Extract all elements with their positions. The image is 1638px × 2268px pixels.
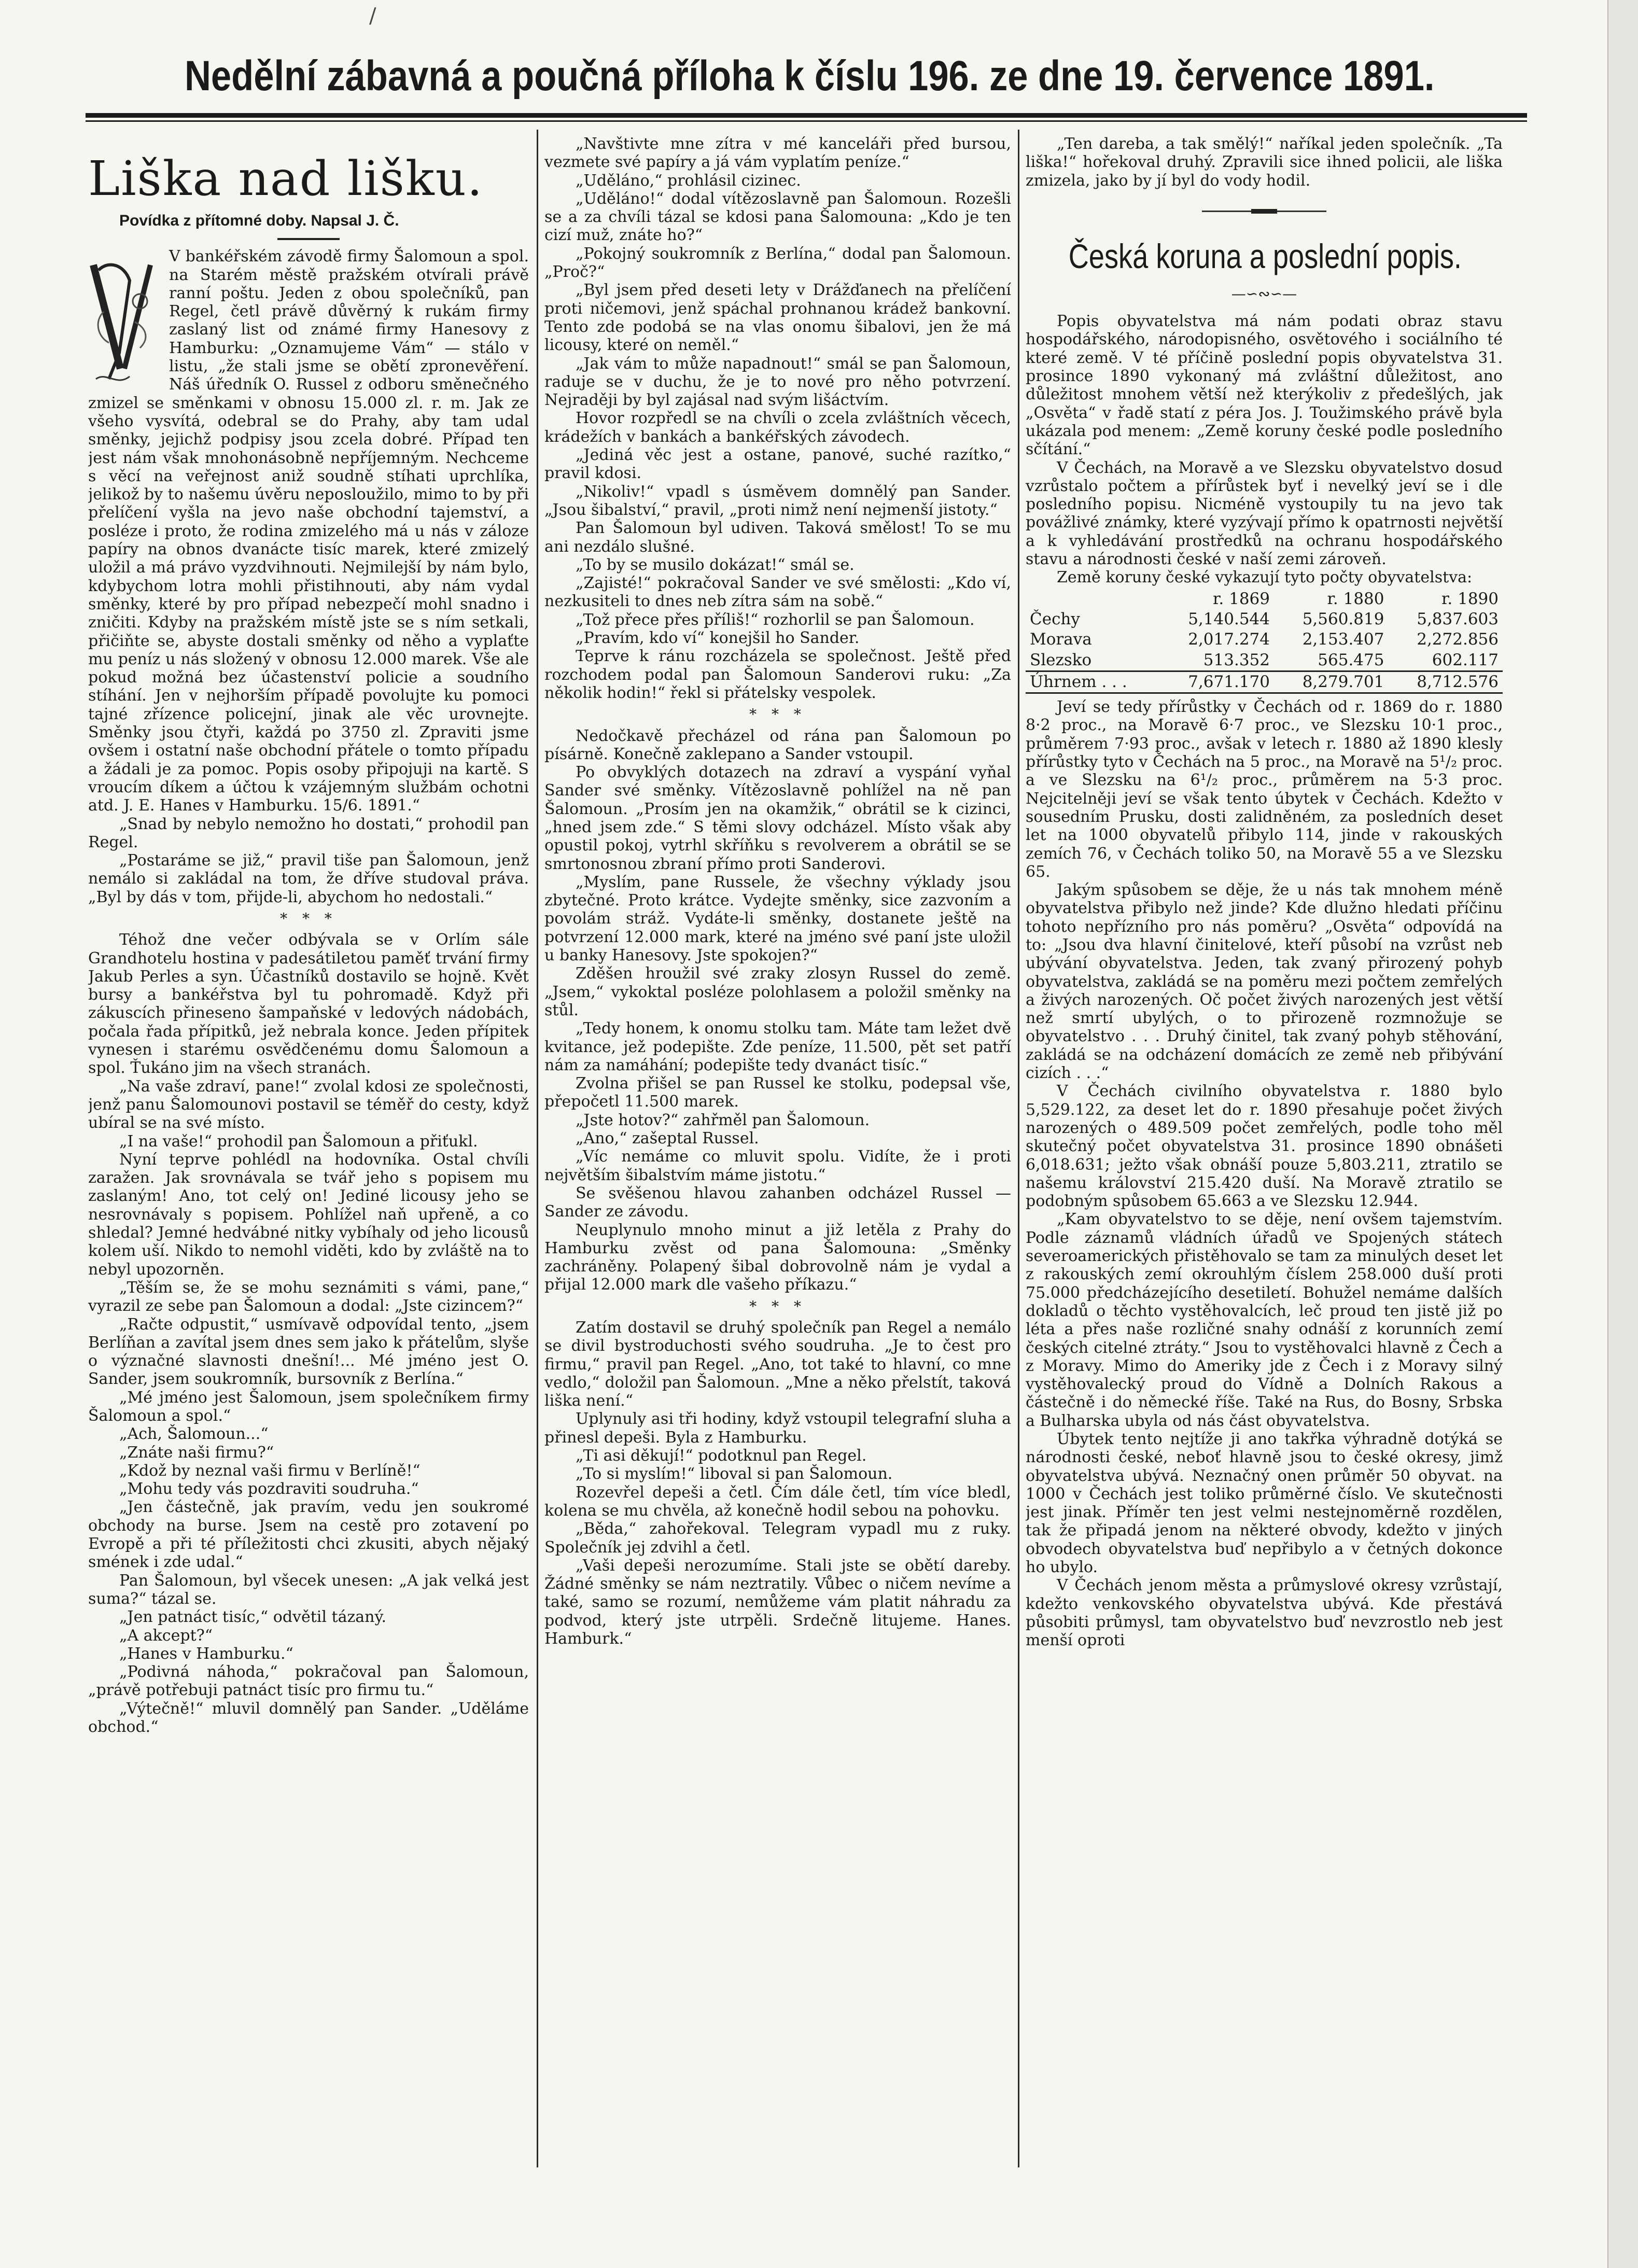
paragraph: „A akcept?“ xyxy=(119,1626,213,1645)
paragraph: „Jen částečně, jak pravím, vedu jen soukromé obchody na burse. Jsem na cestě pro zotavení po Evropě a při té příležitosti chci zkusiti, abych nějaký smének i zde udal.“ xyxy=(88,1498,529,1572)
table-header: r. 1880 xyxy=(1327,589,1384,608)
table-header: r. 1869 xyxy=(1212,589,1270,608)
paragraph: Teprve k ránu rozcházela se společnost. Ještě před rozchodem podal pan Šalomoun Sanderovi ruku: „Za několik hodin!“ řekl si přátelsky vespolek. xyxy=(544,647,1011,702)
paragraph: Úbytek tento nejtíže ji ano takřka výhradně dotýká se národnosti české, neboť hlavně jsou to české okresy, jimž obyvatelstva ubývá. Neznačný onen průměr 50 obyvat. na 1000 v Čechách jest toliko průměrné číslo. Ve skutečnosti jest jinak. Příměr ten jest velmi nestejnoměrně rozdělen, tak že připadá jenom na některé obvody, kdežto v jiných obvodech obyvatelstva buď nepřibylo a v četných dokonce ho ubylo. xyxy=(1026,1430,1503,1577)
table-cell: Úhrnem . . . xyxy=(1026,671,1160,693)
paragraph: Po obvyklých dotazech na zdraví a vyspání vyňal Sander své směnky. Vítězoslavně pohlížel na ně pan Šalomoun. „Prosím jen na okamžik,“ obrátil se k cizinci, „hned jsem zde.“ S těmi slovy odcházel. Místo však aby opustil pokoj, vytrhl skříňku s revolverem a obrátil se se smrtonosnou zbraní přímo proti Sanderovi. xyxy=(544,763,1011,873)
paragraph: „Postaráme se již,“ pravil tiše pan Šalomoun, jenž nemálo si zakládal na tom, že dříve studoval práva. „Byl by dás v tom, přijde-li, abychom ho nedostali.“ xyxy=(88,851,529,906)
paragraph: „Ano,“ zašeptal Russel. xyxy=(576,1129,759,1148)
paragraph: Země koruny české vykazují tyto počty obyvatelstva: xyxy=(1057,568,1473,587)
section-stars: * * * xyxy=(749,1297,806,1315)
section-divider xyxy=(1202,211,1326,212)
paragraph: „Navštivte mne zítra v mé kanceláři před bursou, vezmete své papíry a já vám vyplatím peníze.“ xyxy=(544,135,1011,172)
story-subtitle: Povídka z přítomné doby. Napsal J. Č. xyxy=(119,212,399,229)
paragraph: „Pokojný soukromník z Berlína,“ dodal pan Šalomoun. „Proč?“ xyxy=(544,244,1011,282)
paragraph: Zvolna přišel se pan Russel ke stolku, podepsal vše, přepočetl 11.500 marek. xyxy=(544,1074,1011,1111)
table-cell: 5,837.603 xyxy=(1417,609,1499,628)
paragraph: „Znáte naši firmu?“ xyxy=(119,1443,274,1462)
paragraph: „Kdož by neznal vaši firmu v Berlíně!“ xyxy=(119,1461,421,1480)
paragraph: Nedočkavě přecházel od rána pan Šalomoun po písárně. Konečně zaklepano a Sander vstoupil. xyxy=(544,726,1011,763)
table-cell: 5,140.544 xyxy=(1188,609,1270,628)
divider xyxy=(277,238,340,240)
paragraph: „Snad by nebylo nemožno ho dostati,“ prohodil pan Regel. xyxy=(88,815,529,851)
paragraph: „Zajisté!“ pokračoval Sander ve své smělosti: „Kdo ví, nezkusiteli to dnes neb zítra sám na sobě.“ xyxy=(544,574,1011,611)
paragraph: „Tož přece přes příliš!“ rozhorlil se pan Šalomoun. xyxy=(576,610,975,629)
paragraph: Jeví se tedy přírůstky v Čechách od r. 1869 do r. 1880 8·2 proc., na Moravě 6·7 proc., ve Slezsku 10·1 proc., průměrem 7·93 proc., avšak v letech r. 1880 až 1890 klesly přírůstky tyto v Čechách na 5 proc., na Moravě na 5¹/₂ proc. a ve Slezsku na 6¹/₂ proc., průměrem na 5·3 proc. Nejcitelněji jeví se však tento úbytek v Čechách. Kdežto v sousedním Prusku, dosti zalidněném, za posledních deset let na 1000 obyvatelů přibylo 114, jinde v rakouských zemích 76, v Čechách toliko 50, na Moravě 55 a ve Slezsku 65. xyxy=(1026,698,1503,881)
paragraph: „Ten dareba, a tak smělý!“ naříkal jeden společník. „Ta liška!“ hořekoval druhý. Zpravili sice ihned policii, ale liška zmizela, jako by jí byl do vody hodil. xyxy=(1026,135,1503,190)
page-mark: / xyxy=(369,4,376,28)
paragraph: „Tedy honem, k onomu stolku tam. Máte tam ležet dvě kvitance, jež podepište. Zde peníze, 11.500, pět set patří nám za namáhání; podepište tedy dvanáct tisíc.“ xyxy=(544,1019,1011,1074)
table-header: r. 1890 xyxy=(1441,589,1499,608)
paragraph: „Uděláno,“ prohlásil cizinec. xyxy=(576,171,801,190)
paragraph: Neuplynulo mnoho minut a již letěla z Prahy do Hamburku zvěst od pana Šalomouna: „Směnky zachráněny. Polapený šibal dobrovolně nám je vydal a přijal 12.000 mark dle vašeho příkazu.“ xyxy=(544,1221,1011,1294)
paragraph: „Jak vám to může napadnout!“ smál se pan Šalomoun, raduje se v duchu, že je to nové pro něho potvrzení. Nejraději by byl zajásal nad svým lišáctvím. xyxy=(544,354,1011,410)
table-cell: 8,712.576 xyxy=(1388,671,1503,693)
column-2 xyxy=(544,135,1011,2240)
section-stars: * * * xyxy=(280,909,337,927)
paragraph: „Jen patnáct tisíc,“ odvětil tázaný. xyxy=(119,1608,386,1627)
paragraph: V bankéřském závodě firmy Šalomoun a spol. na Starém městě pražském otvírali právě ranní poštu. Jeden z obou společníků, pan Regel, četl právě důvěrný k rukám firmy zaslaný list od známé firmy Hanesovy z Hamburku: „Oznamujeme Vám“ — stálo v listu, „že stali jsme se obětí zpronevěření. Náš úředník O. Russel z odboru směnečného zmizel se směnkami v obnosu 15.000 zl. r. m. Jak ze všeho vysvítá, odebral se do Prahy, aby tam udal směnky, jejichž podpisy jsou zcela dobré. Případ ten jest nám však mnohonásobně nepříjemným. Nechceme s věcí na veřejnost aniž soudně stíhati uprchlíka, jelikož by to našemu úvěru neposloužilo, mimo to by při přelíčení vyšla na jevo naše obchodní tajemství, a posléze i proto, že rodina zmizelého má u nás v záloze papíry na obnos dvanácte tisíc marek, které zmizelý uložil a má právo vyzdvihnouti. Nejmilejší by nám bylo, kdybychom lotra mohli přistihnouti, aby nám vydal směnky, které by pro případ nebezpečí mohl snadno i zničiti. Kdyby na pražském místě jste se s ním setkali, přičiňte se, abyste dostali směnky od něho a vyplaťte mu peníz u nás složený v obnosu 12.000 marek. Vše ale pokud možná bez účastenství policie a soudního stíhání. Jen v nejhorším případě povolujte ku pomoci tajné zřízence policejní, jinak ale věc urovnejte. Směnky jsou čtyři, každá po 3750 zl. Zpraviti jsme ovšem i ostatní naše obchodní přátele o tomto případu a žádali je za pomoc. Popis osoby připojuji na kartě. S vroucím díkem a účtou k vzájemným službám ochotni atd. J. E. Hanes v Hamburku. 15/6. 1891.“ xyxy=(88,247,529,815)
paragraph: „Jediná věc jest a ostane, panové, suché razítko,“ pravil kdosi. xyxy=(544,446,1011,483)
paragraph: „I na vaše!“ prohodil pan Šalomoun a přiťukl. xyxy=(119,1132,478,1151)
paragraph: Zatím dostavil se druhý společník pan Regel a nemálo se divil bystroduchosti svého soudruha. „Je to čest pro firmu,“ pravil pan Regel. „Ano, tot také to hlavní, co mne vedlo,“ doložil pan Šalomoun. „Mne a něko přelstít, taková liška není.“ xyxy=(544,1319,1011,1410)
paragraph: Pan Šalomoun byl udiven. Taková smělost! To se mu ani nezdálo slušné. xyxy=(544,519,1011,556)
paragraph: „Ach, Šalomoun...“ xyxy=(119,1425,269,1444)
table-cell: 2,272.856 xyxy=(1417,630,1499,649)
table-cell: 5,560.819 xyxy=(1302,609,1384,628)
paragraph: Pan Šalomoun, byl všecek unesen: „A jak velká jest suma?“ tázal se. xyxy=(88,1571,529,1608)
section-stars: * * * xyxy=(749,706,806,723)
paragraph: „Pravím, kdo ví“ konejšil ho Sander. xyxy=(576,629,860,648)
page-edge xyxy=(1607,0,1638,2268)
paragraph: „Víc nemáme co mluvit spolu. Vidíte, že i proti největším šibalstvím máme jistotu.“ xyxy=(544,1147,1011,1184)
paragraph: Rozevřel depeši a četl. Čím dále četl, tím více bledl, kolena se mu chvěla, až konečně hodil sebou na pohovku. xyxy=(544,1483,1011,1520)
paragraph: Hovor rozpředl se na chvíli o zcela zvláštních věcech, krádežích v bankách a bankéřských závodech. xyxy=(544,409,1011,446)
paragraph: „Hanes v Hamburku.“ xyxy=(119,1644,293,1663)
paragraph: „To by se musilo dokázat!“ smál se. xyxy=(576,555,855,574)
column-3 xyxy=(1026,135,1503,2240)
population-table xyxy=(1026,589,1503,694)
table-row xyxy=(1026,650,1503,671)
table-cell: Slezsko xyxy=(1030,650,1092,669)
paragraph: V Čechách, na Moravě a ve Slezsku obyvatelstvo dosud vzrůstalo počtem a přírůstek byť i nevelký jeví se i dle posledního popisu. Nicméně vystoupily tu na jevo tak povážlivé známky, které vyzývají přímo k opatrnosti největší a k vyhledávání prostředků na ochranu hospodářského stavu a národnosti české v naší zemi zároveň. xyxy=(1026,458,1503,569)
paragraph: Popis obyvatelstva má nám podati obraz stavu hospodářského, národopisného, osvětového i sociálního té které země. V té příčině poslední popis obyvatelstva 31. prosince 1890 vykonaný má zvláštní důležitost, ano důležitost mnohem větší než kterýkoliv z předešlých, jak „Osvěta“ v řadě statí z péra Jos. J. Toužimského právě byla ukázala pod menem: „Země koruny české podle posledního sčítání.“ xyxy=(1026,312,1503,459)
masthead-rule xyxy=(86,113,1527,118)
paragraph: „Vaši depeši nerozumíme. Stali jste se obětí dareby. Žádné směnky se nám neztratily. Vůbec o ničem nevíme a také, samo se rozumí, nemůžeme vám platit náhradu za podvod, který jste utrpěli. Srdečně litujeme. Hanes. Hamburk.“ xyxy=(544,1556,1011,1648)
table-header-row xyxy=(1026,589,1503,609)
paragraph: „Podivná náhoda,“ pokračoval pan Šalomoun, „právě potřebuji patnáct tisíc pro firmu tu.“ xyxy=(88,1663,529,1700)
table-cell: 2,153.407 xyxy=(1302,630,1384,649)
paragraph: Zděšen hroužil své zraky zlosyn Russel do země. „Jsem,“ vykoktal posléze polohlasem a položil směnky na stůl. xyxy=(544,964,1011,1019)
paragraph: V Čechách jenom města a průmyslové okresy vzrůstají, kdežto venkovského obyvatelstva ubývá. Kde přestává působiti průmysl, tam obyvatelstvo buď nevzrostlo neb jest menší oproti xyxy=(1026,1576,1503,1650)
story-title: Liška nad lišku. xyxy=(88,151,484,206)
table-cell: 8,279.701 xyxy=(1274,671,1388,693)
column-1 xyxy=(88,135,529,2240)
paragraph: „Kam obyvatelstvo to se děje, není ovšem tajemstvím. Podle záznamů vládních úřadů ve Spojených státech severoamerických přistěhovalo se tam za minulých deset let z rakouských zemí okrouhlým číslem 258.000 duší proti 75.000 předcházejícího desetiletí. Bohužel nemáme dalších dokladů o těchto vystěhovalcích, leč proud ten jistě již po léta a přes naše rozličné snahy odnáší z korunních zemí českých citelné ztráty.“ Jsou to vystěhovalci hlavně z Čech a z Moravy. Mimo do Ameriky jde z Čech i z Moravy silný vystěhovalecký proud do Vídně a Dolních Rakous a částečně i do německé říše. Také na Rus, do Bosny, Srbska a Bulharska ubyla od nás část obyvatelstva. xyxy=(1026,1210,1503,1430)
paragraph: „Račte odpustit,“ usmívavě odpovídal tento, „jsem Berlíňan a zavítal jsem dnes sem jako k přátelům, slyše o význačné slavnosti dnešní!... Mé jméno jest O. Sander, jsem soukromník, bursovník z Berlína.“ xyxy=(88,1315,529,1389)
table-cell: Morava xyxy=(1030,630,1092,649)
table-row xyxy=(1026,629,1503,650)
table-cell: 602.117 xyxy=(1432,650,1499,669)
paragraph: „Uděláno!“ dodal vítězoslavně pan Šalomoun. Rozešli se a za chvíli tázal se kdosi pana Šalomouna: „Kdo je ten cizí muž, znáte ho?“ xyxy=(544,189,1011,245)
paragraph: Téhož dne večer odbývala se v Orlím sále Grandhotelu hostina v padesátiletou paměť trvání firmy Jakub Perles a syn. Účastníků dostavilo se hojně. Květ bursy a bankéřstva byl tu pohromadě. Když při zákuscích přineseno šampaňské v ledových nádobách, počala řada přípitků, jež nebrala konce. Jeden přípitek vynesen i starému osvědčenému domu Šalomoun a spol. Ťukáno jim na všech stranách. xyxy=(88,931,529,1077)
masthead-rule-thin xyxy=(86,120,1527,122)
table-row xyxy=(1026,609,1503,629)
paragraph: „Myslím, pane Russele, že všechny výklady jsou zbytečné. Proto krátce. Vydejte směnky, sice zazvoním a povolám stráž. Vydáte-li směnky, dostanete ještě na potvrzení 12.000 mark, které na jméno své paní jste uložil u banky Hanesovy. Jste spokojen?“ xyxy=(544,873,1011,965)
table-header xyxy=(1026,589,1160,609)
paragraph: „Ti asi děkují!“ podotknul pan Regel. xyxy=(576,1447,867,1465)
paragraph: „Výtečně!“ mluvil domnělý pan Sander. „Uděláme obchod.“ xyxy=(88,1699,529,1737)
table-cell: 7,671.170 xyxy=(1160,671,1274,693)
paragraph: „Mé jméno jest Šalomoun, jsem společníkem firmy Šalomoun a spol.“ xyxy=(88,1388,529,1425)
table-cell: 513.352 xyxy=(1203,650,1270,669)
paragraph: „Mohu tedy vás pozdraviti soudruha.“ xyxy=(119,1480,419,1499)
paragraph: Jakým spůsobem se děje, že u nás tak mnohem méně obyvatelstva přibylo než jinde? Kde dlužno hledati příčinu tohoto nepřízního pro nás poměru? „Osvěta“ odpovídá na to: „Jsou dva hlavní činitelové, kteří působí na vzrůst neb ubývání obyvatelstva. Jeden, tak zvaný přirozený pohyb obyvatelstva, zakládá se na poměru mezi počtem zemřelých a živých narozených. Oč počet živých narozených jest větší než smrtí ubylých, o to přirozeně rozmnožuje se obyvatelstvo . . . Druhý činitel, tak zvaný pohyb stěhování, zakládá se na odcházení domácích ze země neb přibývání cizích . . .“ xyxy=(1026,881,1503,1083)
table-total-row xyxy=(1026,671,1503,693)
paragraph: Uplynuly asi tři hodiny, když vstoupil telegrafní sluha a přinesl depeši. Byla z Hamburku. xyxy=(544,1410,1011,1447)
paragraph: Se svěšenou hlavou zahanben odcházel Russel — Sander ze závodu. xyxy=(544,1184,1011,1221)
paragraph: „Jste hotov?“ zahřměl pan Šalomoun. xyxy=(576,1111,870,1129)
table-cell: Čechy xyxy=(1030,609,1080,628)
decorative-initial-v xyxy=(88,249,161,389)
paragraph: V Čechách civilního obyvatelstva r. 1880 bylo 5,529.122, za deset let do r. 1890 přesahuje počet živých narozených o 489.509 počet zemřelých, podle toho měl skutečný počet obyvatelstva 31. prosince 1890 obnášeti 6,018.631; ježto však obnáší pouze 5,803.211, ztratilo se našemu království 215.420 duší. Na Moravě ztratilo se podobným spůsobem 65.663 a ve Slezsku 12.944. xyxy=(1026,1082,1503,1211)
paragraph: „Těším se, že se mohu seznámiti s vámi, pane,“ vyrazil ze sebe pan Šalomoun a dodal: „Jste cizincem?“ xyxy=(88,1278,529,1315)
paragraph: „To si myslím!“ liboval si pan Šalomoun. xyxy=(576,1465,893,1483)
table-cell: 2,017.274 xyxy=(1188,630,1270,649)
column-separator xyxy=(1018,130,1019,2167)
paragraph: „Na vaše zdraví, pane!“ zvolal kdosi ze společnosti, jenž panu Šalomounovi postavil se téměř do cesty, když ubíral se na své místo. xyxy=(88,1077,529,1132)
paragraph: „Běda,“ zahořekoval. Telegram vypadl mu z ruky. Společník jej zdvihl a četl. xyxy=(544,1520,1011,1557)
masthead: Nedělní zábavná a poučná příloha k číslu 196. ze dne 19. července 1891. xyxy=(185,52,1435,100)
paragraph: Nyní teprve pohlédl na hodovníka. Ostal chvíli zaražen. Jak srovnávala se tvář jeho s popisem mu zaslaným! Ano, tot celý on! Jediné licousy jeho se nesrovnávaly s popisem. Pohlížel naň upřeně, a co shledal? Jemné hedvábné nitky vybíhaly od jeho licousů kolem uší. Nikdo to nemohl viděti, kdo by zvláště na to nebyl upozorněn. xyxy=(88,1150,529,1279)
ornament: —∽∾∽— xyxy=(1231,285,1297,302)
column-separator xyxy=(537,130,538,2167)
paragraph: „Nikoliv!“ vpadl s úsměvem domnělý pan Sander. „Jsou šibalství,“ pravil, „proti nimž není nejmenší jistoty.“ xyxy=(544,482,1011,519)
table-cell: 565.475 xyxy=(1318,650,1384,669)
article-title: Česká koruna a poslední popis. xyxy=(1068,236,1462,275)
paragraph: „Byl jsem před deseti lety v Drážďanech na přelíčení proti ničemovi, jenž spáchal prohnanou krádež bankovní. Tento zde podobá se na vlas onomu šibalovi, jen že má licousy, které on neměl.“ xyxy=(544,281,1011,355)
